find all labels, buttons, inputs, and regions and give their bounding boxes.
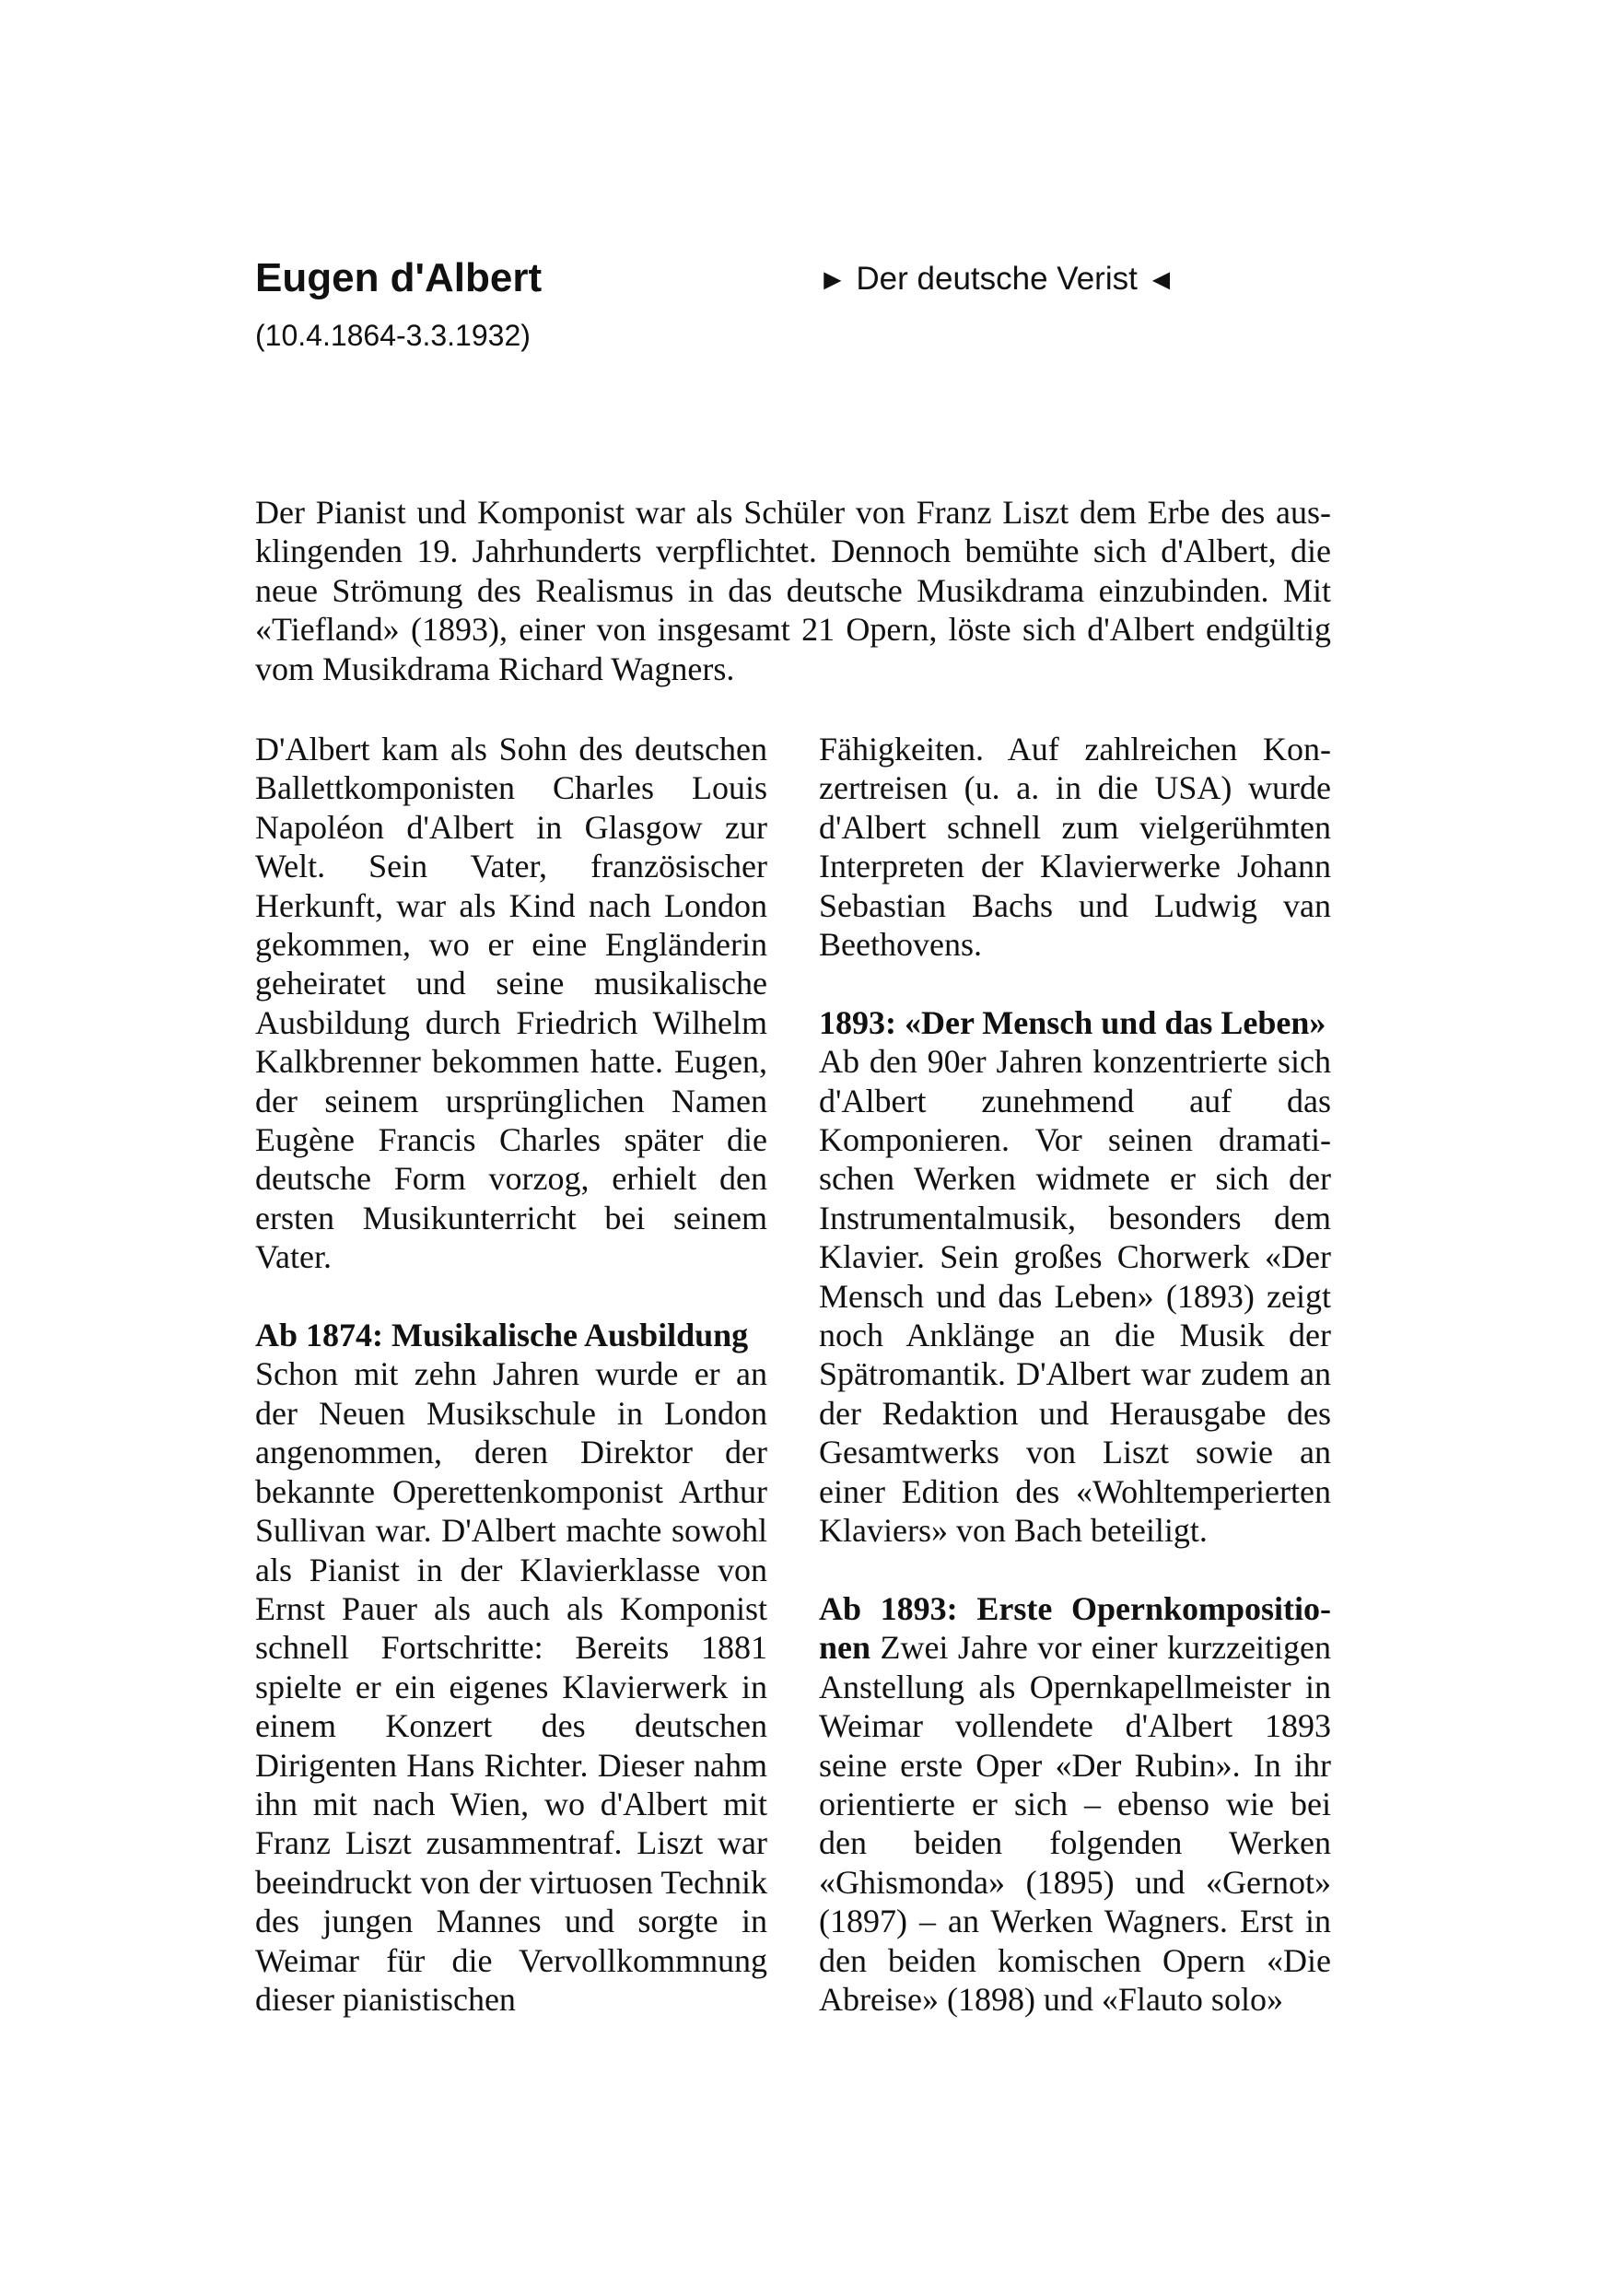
education-section <box>255 1316 767 2019</box>
operas-section <box>819 1589 1331 2019</box>
concerts-paragraph: Fähigkeiten. Auf zahlreichen Konzertreisen (u. a. in die USA) wurde d'Albert schnell zum vielgerühmten Interpreten der Klavierwerke Johann Sebastian Bachs und Ludwig van Beethovens. <box>819 731 1331 964</box>
arrow-left-icon: ◄ <box>1146 263 1176 296</box>
operas-heading: Ab 1893: Erste Opernkompositionen <box>819 1589 1331 1667</box>
life-dates: (10.4.1864-3.3.1932) <box>255 319 531 352</box>
mensch-heading: 1893: «Der Mensch und das Leben» <box>819 1003 1326 1041</box>
education-heading: Ab 1874: Musikalische Ausbildung <box>255 1317 749 1354</box>
education-paragraph: Schon mit zehn Jahren wurde er an der Neuen Musikschule in London angenommen, deren Direktor der bekannte Operettenkomponist Arthur Sullivan war. D'Albert machte sowohl als Pianist in der Klavierklasse von Ernst Pauer als auch als Komponist schnell Fortschritte: Bereits 1881 spielte er ein eigenes Klavierwerk in einem Konzert des deutschen Dirigenten Hans Richter. Dieser nahm ihn mit nach Wien, wo d'Albert mit Franz Liszt zusammentraf. Liszt war beeindruckt von der virtuosen Technik des jungen Mannes und sorgte in Weimar für die Vervollkommnung dieser pianistischen <box>255 1355 767 2018</box>
intro-paragraph: Der Pianist und Komponist war als Schüler von Franz Liszt dem Erbe des ausklingenden 19. Jahrhunderts verpflichtet. Dennoch bemühte sich d'Albert, die neue Strömung des Realismus in das deutsche Musikdrama einzubinden. Mit «Tiefland» (1893), einer von insgesamt 21 Opern, löste sich d'Albert endgültig vom Musikdrama Richard Wagners. <box>255 494 1331 687</box>
mensch-paragraph: Ab den 90er Jahren konzentrierte sich d'Albert zunehmend auf das Komponieren. Vor seinen dramatischen Werken widmete er sich der Instrumentalmusik, besonders dem Klavier. Sein großes Chorwerk «Der Mensch und das Leben» (1893) zeigt noch Anklänge an die Musik der Spätromantik. D'Albert war zudem an der Redaktion und Herausgabe des Gesamtwerks von Liszt sowie an einer Edition des «Wohltemperierten Klaviers» von Bach beteiligt. <box>819 1043 1331 1550</box>
childhood-paragraph: D'Albert kam als Sohn des deutschen Ballettkomponisten Charles Louis Napoléon d'Albert in Glasgow zur Welt. Sein Vater, französischer Herkunft, war als Kind nach London gekommen, wo er eine Engländerin geheiratet und seine musikalische Ausbildung durch Friedrich Wilhelm Kalkbrenner bekommen hatte. Eugen, der seinem ursprünglichen Namen Eugène Francis Charles später die deutsche Form vorzog, erhielt den ersten Musikunterricht bei seinem Vater. <box>255 731 767 1276</box>
right-column <box>819 730 1331 2019</box>
left-column <box>255 730 767 2019</box>
mensch-section <box>819 1003 1331 1551</box>
arrow-right-icon: ► <box>818 263 847 296</box>
composer-name: Eugen d'Albert <box>255 255 543 300</box>
operas-paragraph: Zwei Jahre vor einer kurzzeitigen Anstellung als Opernkapellmeister in Weimar vollendete d'Albert 1893 seine erste Oper «Der Rubin». In ihr orientierte er sich – ebenso wie bei den beiden folgenden Werken «Ghismonda» (1895) und «Gernot» (1897) – an Werken Wagners. Erst in den beiden komischen Opern «Die Abreise» (1898) und «Flauto solo» <box>819 1629 1331 2018</box>
tagline <box>818 256 1175 302</box>
tagline-text: Der deutsche Verist <box>856 261 1138 297</box>
